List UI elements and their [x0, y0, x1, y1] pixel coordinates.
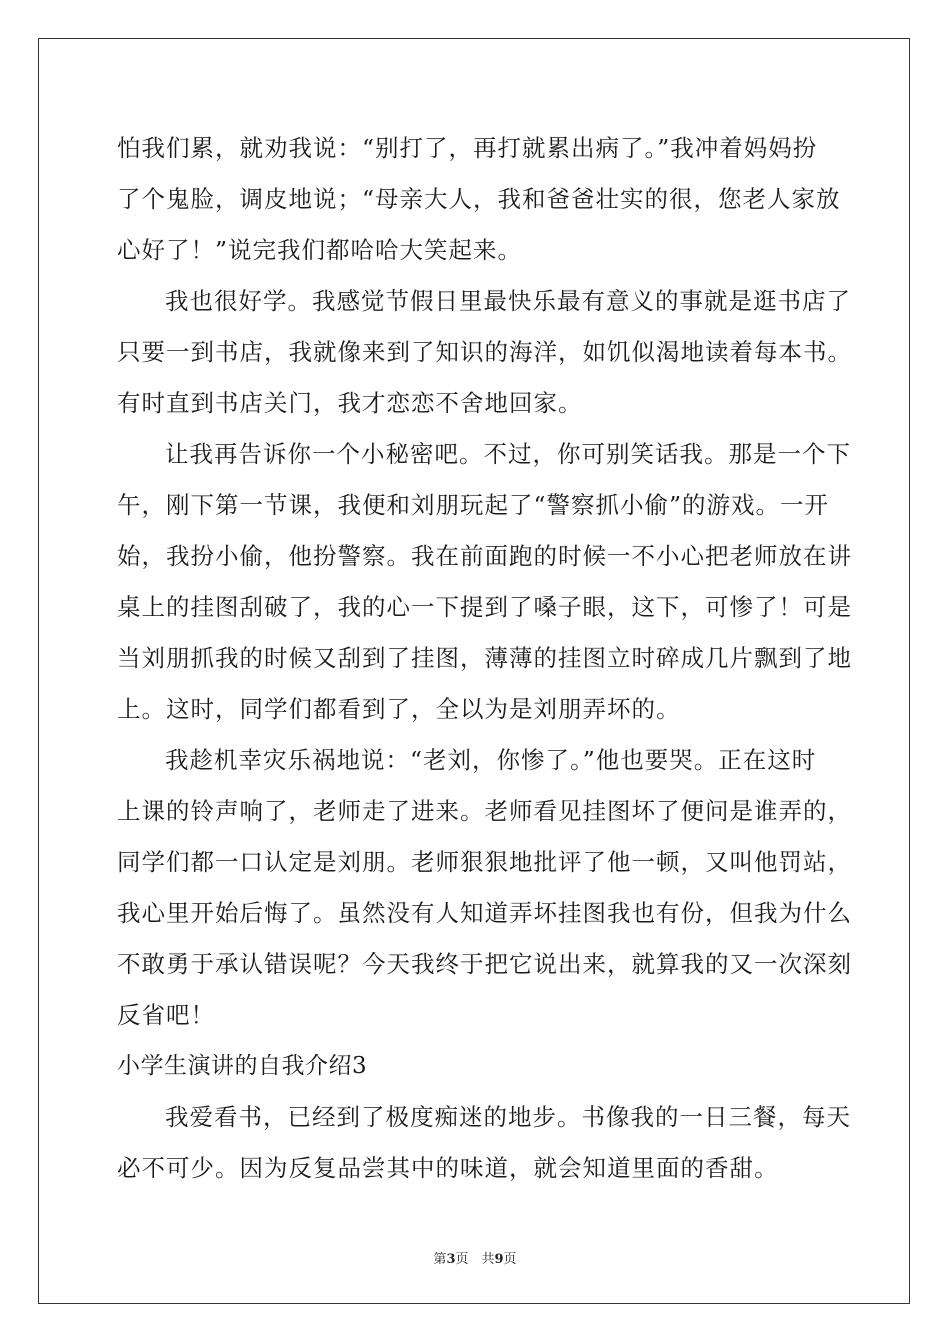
text-line: 不敢勇于承认错误呢？今天我终于把它说出来，就算我的又一次深刻	[117, 950, 852, 978]
text-line: 了个鬼脸，调皮地说；“母亲大人，我和爸爸壮实的很，您老人家放	[117, 185, 841, 213]
text-line: 始，我扮小偷，他扮警察。我在前面跑的时候一不小心把老师放在讲	[117, 542, 852, 570]
document-body	[117, 123, 852, 1194]
text-line: 我爱看书，已经到了极度痴迷的地步。书像我的一日三餐，每天	[165, 1103, 851, 1131]
text-line: 上课的铃声响了，老师走了进来。老师看见挂图坏了便问是谁弄的，	[117, 797, 852, 825]
section-heading: 小学生演讲的自我介绍3	[117, 1053, 368, 1079]
current-page-number: 3	[446, 1252, 456, 1267]
text-line: 反省吧！	[117, 1001, 215, 1029]
text-line: 上。这时，同学们都看到了，全以为是刘朋弄坏的。	[117, 695, 681, 723]
text-line: 有时直到书店关门，我才恋恋不舍地回家。	[117, 389, 583, 417]
text-line: 我也很好学。我感觉节假日里最快乐最有意义的事就是逛书店了	[165, 287, 851, 315]
footer-mid: 页 共	[455, 1252, 495, 1267]
text-line: 必不可少。因为反复品尝其中的味道，就会知道里面的香甜。	[117, 1154, 779, 1182]
text-line: 怕我们累，就劝我说：“别打了，再打就累出病了。”我冲着妈妈扮	[117, 134, 818, 162]
footer-prefix: 第	[433, 1252, 447, 1267]
text-line: 心好了！”说完我们都哈哈大笑起来。	[117, 236, 523, 264]
text-line: 同学们都一口认定是刘朋。老师狠狠地批评了他一顿，又叫他罚站，	[117, 848, 852, 876]
text-line: 只要一到书店，我就像来到了知识的海洋，如饥似渴地读着每本书。	[117, 338, 852, 366]
footer-suffix: 页	[503, 1252, 517, 1267]
text-line: 午，刚下第一节课，我便和刘朋玩起了“警察抓小偷”的游戏。一开	[117, 491, 830, 519]
text-line: 当刘朋抓我的时候又刮到了挂图，薄薄的挂图立时碎成几片飘到了地	[117, 644, 852, 672]
text-line: 我趁机幸灾乐祸地说：“老刘，你惨了。”他也要哭。正在这时	[165, 746, 817, 774]
total-page-number: 9	[494, 1252, 504, 1267]
text-line: 桌上的挂图刮破了，我的心一下提到了嗓子眼，这下，可惨了！可是	[117, 593, 852, 621]
page-footer	[0, 1248, 950, 1267]
text-line: 我心里开始后悔了。虽然没有人知道弄坏挂图我也有份，但我为什么	[117, 899, 852, 927]
text-line: 让我再告诉你一个小秘密吧。不过，你可别笑话我。那是一个下	[165, 440, 851, 468]
